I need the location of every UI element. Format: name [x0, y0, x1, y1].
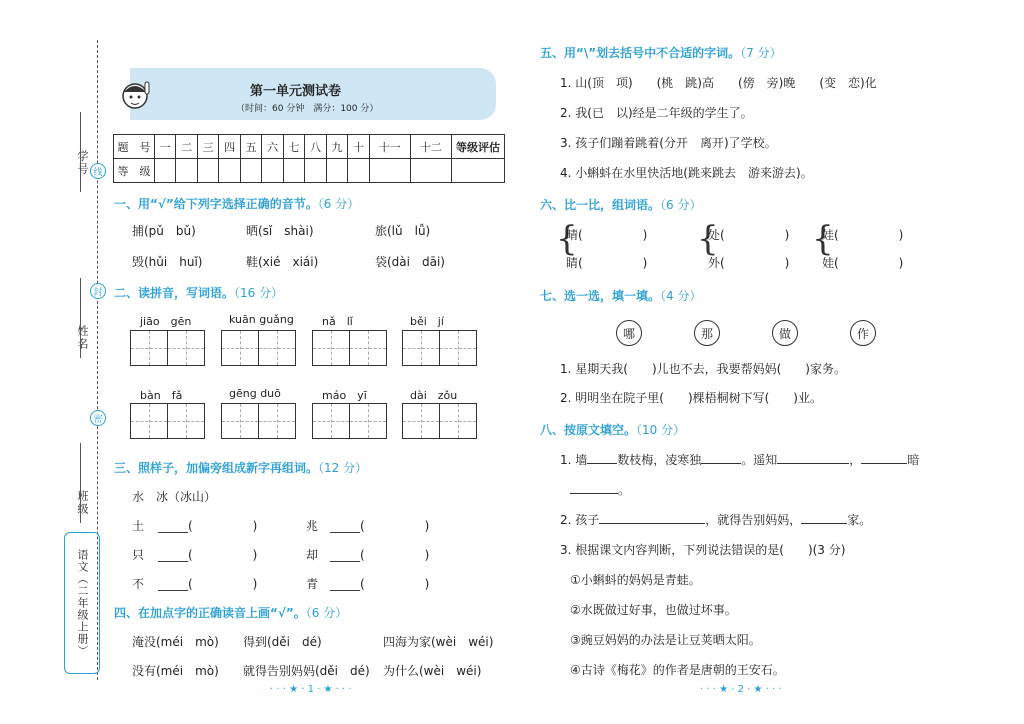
s8-q1: 1. 墙 数枝梅，凌寒独 。遥知 ， 暗	[560, 453, 920, 467]
seal-mark-seal: 封	[90, 283, 106, 299]
s5-item: 3. 孩子们蹦着跳着(分开 离开)了学校。	[560, 136, 777, 150]
score-cell[interactable]	[240, 159, 261, 183]
option-circle: 做	[772, 320, 798, 346]
page-number-2: · · · ★ · 2 · ★ · · ·	[700, 684, 782, 695]
s8-q3: 3. 根据课文内容判断，下列说法错误的是( )(3 分)	[560, 543, 846, 557]
s5-item: 4. 小蝌蚪在水里快活地(跳来跳去 游来游去)。	[560, 166, 813, 180]
score-cell[interactable]	[283, 159, 304, 183]
score-header-cell: 十一	[369, 135, 410, 159]
score-header-cell: 十二	[410, 135, 451, 159]
seal-mark-line: 线	[90, 163, 106, 179]
s4-item: 就得告别妈妈(děi dé)	[243, 664, 370, 678]
s4-item: 淹没(méi mò)	[132, 635, 219, 649]
s1-item: 毁(hǔi huǐ)	[132, 255, 203, 269]
writing-grid[interactable]	[221, 330, 296, 366]
pinyin-label: běi jí	[410, 315, 444, 328]
fill-blank[interactable]	[599, 523, 705, 524]
s3-char: 兆	[306, 519, 319, 533]
s4-item: 四海为家(wèi wéi)	[383, 635, 494, 649]
brace-icon: {	[697, 219, 719, 259]
s1-item: 鞋(xié xiái)	[246, 255, 319, 269]
option-circle: 作	[850, 320, 876, 346]
score-cell[interactable]	[410, 159, 451, 183]
name-write-line	[80, 278, 81, 358]
brace-icon: {	[556, 219, 578, 259]
s3-char: 不	[132, 577, 145, 591]
section-1-title: 一、用“√”给下列字选择正确的音节。（6 分）	[114, 197, 360, 211]
pinyin-label: máo yī	[322, 389, 367, 402]
section-2-title: 二、读拼音，写词语。（16 分）	[114, 286, 284, 300]
s8-q1-cont: 。	[570, 481, 630, 498]
s6-item: 外( )	[708, 256, 790, 270]
fill-blank[interactable]	[701, 463, 741, 464]
score-cell[interactable]	[219, 159, 240, 183]
writing-grid[interactable]	[402, 403, 477, 439]
score-header-cell: 九	[326, 135, 347, 159]
number-write-line	[80, 112, 81, 192]
s8-option: ②水既做过好事，也做过坏事。	[570, 603, 737, 617]
writing-grid[interactable]	[402, 330, 477, 366]
writing-grid[interactable]	[130, 403, 205, 439]
s3-example: 水 冰（冰山）	[132, 490, 217, 504]
page-subtitle: （时间：60 分钟 满分：100 分）	[236, 104, 379, 114]
student-number-label: 学号	[76, 150, 89, 176]
score-header-cell: 等级评估	[452, 135, 505, 159]
student-name-label: 姓名	[76, 325, 89, 351]
s8-q2: 2. 孩子 ，就得告别妈妈， 家。	[560, 513, 872, 527]
score-cell[interactable]	[176, 159, 197, 183]
page-title: 第一单元测试卷	[250, 84, 342, 99]
pinyin-label: dài zǒu	[410, 389, 458, 402]
s5-item: 2. 我(已 以)经是二年级的学生了。	[560, 106, 753, 120]
s3-blank[interactable]: _____( )	[330, 577, 430, 591]
score-cell[interactable]	[305, 159, 326, 183]
score-header-cell: 六	[262, 135, 283, 159]
score-cell[interactable]	[262, 159, 283, 183]
s1-item: 捕(pǔ bǔ)	[132, 224, 196, 238]
s3-blank[interactable]: _____( )	[158, 577, 258, 591]
s3-char: 土	[132, 519, 145, 533]
s6-item: 睛( )	[566, 256, 648, 270]
score-cell[interactable]	[326, 159, 347, 183]
option-circle: 哪	[616, 320, 642, 346]
s7-item: 2. 明明坐在院子里( )棵梧桐树下写( )业。	[560, 391, 822, 405]
writing-grid[interactable]	[130, 330, 205, 366]
section-7-title: 七、选一选，填一填。（4 分）	[540, 289, 702, 303]
s3-blank[interactable]: _____( )	[158, 548, 258, 562]
fill-blank[interactable]	[801, 523, 847, 524]
score-cell[interactable]	[452, 159, 505, 183]
s4-item: 得到(děi dé)	[243, 635, 322, 649]
class-label: 班级	[76, 490, 89, 516]
section-5-title: 五、用“\”划去括号中不合适的字词。（7 分）	[540, 46, 782, 60]
score-header-cell: 五	[240, 135, 261, 159]
s1-item: 旅(lǔ lǚ)	[375, 224, 431, 238]
writing-grid[interactable]	[221, 403, 296, 439]
score-row-label: 等 级	[114, 159, 155, 183]
fill-blank[interactable]	[570, 493, 618, 494]
pinyin-label: bàn fǎ	[140, 389, 183, 402]
score-header-cell: 七	[283, 135, 304, 159]
score-header-cell: 三	[197, 135, 218, 159]
pinyin-label: gēng duō	[229, 387, 281, 400]
section-6-title: 六、比一比，组词语。（6 分）	[540, 198, 702, 212]
mascot-icon	[115, 78, 155, 118]
fill-blank[interactable]	[861, 463, 907, 464]
s8-option: ①小蝌蚪的妈妈是青蛙。	[570, 573, 701, 587]
score-header-cell: 八	[305, 135, 326, 159]
s3-blank[interactable]: _____( )	[330, 519, 430, 533]
score-header-cell: 二	[176, 135, 197, 159]
brace-icon: {	[812, 219, 834, 259]
pinyin-label: jiāo gēn	[140, 315, 192, 328]
pinyin-label: nǎ lǐ	[322, 315, 353, 328]
writing-grid[interactable]	[312, 330, 387, 366]
score-header-cell: 四	[219, 135, 240, 159]
subject-label: 语文（二年级上册）	[76, 549, 89, 657]
s4-item: 为什么(wèi wéi)	[383, 664, 482, 678]
s6-item: 晴( )	[566, 228, 648, 242]
s3-char: 青	[306, 577, 319, 591]
class-write-line	[80, 443, 81, 523]
page-number-1: · · · ★ · 1 · ★ · · ·	[270, 684, 352, 695]
score-cell[interactable]	[348, 159, 369, 183]
section-8-title: 八、按原文填空。（10 分）	[540, 423, 686, 437]
s3-blank[interactable]: _____( )	[158, 519, 258, 533]
section-3-title: 三、照样子，加偏旁组成新字再组词。（12 分）	[114, 461, 368, 475]
s3-char: 只	[132, 548, 145, 562]
s3-char: 却	[306, 548, 319, 562]
score-table	[113, 134, 505, 183]
option-circle: 那	[694, 320, 720, 346]
s8-option: ④古诗《梅花》的作者是唐朝的王安石。	[570, 663, 785, 677]
fill-blank[interactable]	[587, 463, 617, 464]
s8-option: ③豌豆妈妈的办法是让豆荚晒太阳。	[570, 633, 761, 647]
score-cell[interactable]	[155, 159, 176, 183]
seal-mark-secret: 密	[90, 410, 106, 426]
subject-box	[64, 532, 100, 674]
writing-grid[interactable]	[312, 403, 387, 439]
s5-item: 1. 山(顶 项) (桃 跳)高 (傍 旁)晚 (变 恋)化	[560, 76, 877, 90]
score-cell[interactable]	[197, 159, 218, 183]
s6-item: 娃( )	[822, 256, 904, 270]
s6-item: 处( )	[708, 228, 790, 242]
fill-blank[interactable]	[777, 463, 849, 464]
s4-item: 没有(méi mò)	[132, 664, 219, 678]
s1-item: 袋(dài dāi)	[375, 255, 445, 269]
s1-item: 晒(sǐ shài)	[246, 224, 314, 238]
s3-blank[interactable]: _____( )	[330, 548, 430, 562]
s7-item: 1. 星期天我( )儿也不去，我要帮妈妈( )家务。	[560, 362, 846, 376]
s6-item: 娃( )	[822, 228, 904, 242]
section-4-title: 四、在加点字的正确读音上画“√”。（6 分）	[114, 606, 348, 620]
pinyin-label: kuān guǎng	[229, 313, 294, 326]
score-cell[interactable]	[369, 159, 410, 183]
score-header-cell: 题 号	[114, 135, 155, 159]
score-header-cell: 一	[155, 135, 176, 159]
score-header-cell: 十	[348, 135, 369, 159]
